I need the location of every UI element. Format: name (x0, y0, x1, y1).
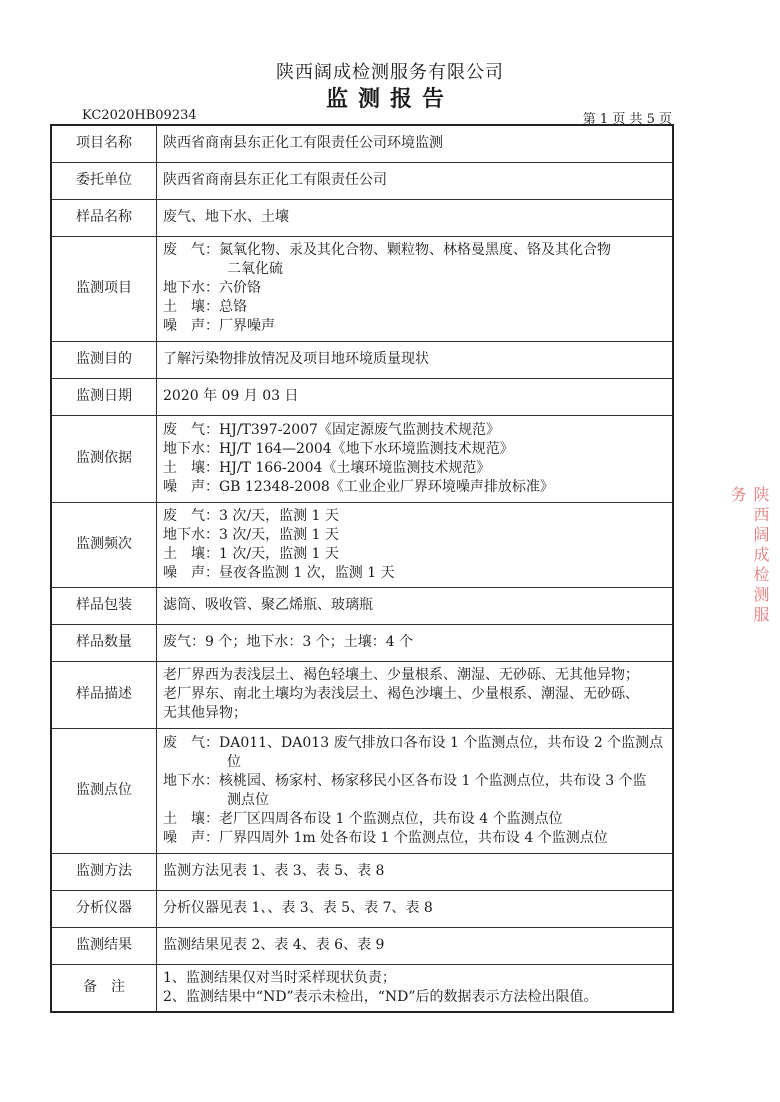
row-project-name (51, 125, 673, 162)
row-instrument (51, 890, 673, 927)
value-date: 2020 年 09 月 03 日 (157, 378, 674, 415)
row-method (51, 853, 673, 890)
label-method: 监测方法 (51, 853, 157, 890)
frequency-line: 地下水：3 次/天，监测 1 天 (163, 526, 339, 543)
value-basis (157, 415, 674, 502)
points-line: 废 气：DA011、DA013 废气排放口各布设 1 个监测点位，共布设 2 个监测点 (163, 734, 664, 751)
label-date: 监测日期 (51, 378, 157, 415)
value-remarks (157, 964, 674, 1012)
value-description (157, 661, 674, 728)
row-points (51, 728, 673, 853)
points-line: 测点位 (227, 791, 269, 808)
remarks-line: 2、监测结果中“ND”表示未检出，“ND”后的数据表示方法检出限值。 (163, 988, 598, 1005)
points-line: 位 (227, 753, 241, 770)
label-quantity: 样品数量 (51, 624, 157, 661)
page-number: 第 1 页 共 5 页 (582, 112, 672, 127)
report-title: 监测报告 (325, 86, 454, 112)
label-basis: 监测依据 (51, 415, 157, 502)
items-line: 噪 声：厂界噪声 (163, 318, 275, 334)
value-method: 监测方法见表 1、表 3、表 5、表 8 (157, 853, 674, 890)
row-description (51, 661, 673, 728)
value-client: 陕西省商南县东正化工有限责任公司 (157, 162, 674, 199)
points-line: 地下水：核桃园、杨家村、杨家移民小区各布设 1 个监测点位，共布设 3 个监 (163, 772, 647, 789)
frequency-line: 废 气：3 次/天，监测 1 天 (163, 507, 339, 524)
label-sample-name: 样品名称 (51, 199, 157, 236)
row-quantity (51, 624, 673, 661)
frequency-line: 土 壤：1 次/天，监测 1 天 (163, 545, 339, 562)
row-remarks (51, 964, 673, 1012)
items-line: 废 气：氮氧化物、汞及其化合物、颗粒物、林格曼黑度、铬及其化合物 (163, 242, 611, 258)
description-line: 无其他异物； (163, 705, 247, 721)
points-line: 噪 声：厂界四周外 1m 处各布设 1 个监测点位，共布设 4 个监测点位 (163, 829, 608, 846)
basis-line: 废 气：HJ/T397-2007《固定源废气监测技术规范》 (163, 421, 500, 438)
label-remarks: 备 注 (51, 964, 157, 1012)
row-basis (51, 415, 673, 502)
row-date (51, 378, 673, 415)
basis-line: 噪 声：GB 12348-2008《工业企业厂界环境噪声排放标准》 (163, 478, 554, 495)
frequency-line: 噪 声：昼夜各监测 1 次，监测 1 天 (163, 564, 395, 581)
label-result: 监测结果 (51, 927, 157, 964)
label-project-name: 项目名称 (51, 125, 157, 162)
row-frequency (51, 502, 673, 587)
row-purpose (51, 341, 673, 378)
value-frequency (157, 502, 674, 587)
items-line: 土 壤：总铬 (163, 299, 247, 315)
value-instrument: 分析仪器见表 1、、表 3、表 5、表 7、表 8 (157, 890, 674, 927)
value-sample-name: 废气、地下水、土壤 (157, 199, 674, 236)
basis-line: 土 壤：HJ/T 166-2004《土壤环境监测技术规范》 (163, 459, 491, 476)
row-result (51, 927, 673, 964)
company-name: 陕西阔成检测服务有限公司 (276, 62, 504, 83)
report-table (50, 124, 674, 1013)
label-description: 样品描述 (51, 661, 157, 728)
points-line: 土 壤：老厂区四周各布设 1 个监测点位，共布设 4 个监测点位 (163, 810, 563, 827)
document-number: KC2020HB09234 (82, 108, 197, 123)
label-items: 监测项目 (51, 236, 157, 341)
label-instrument: 分析仪器 (51, 890, 157, 927)
row-packaging (51, 587, 673, 624)
value-result: 监测结果见表 2、表 4、表 6、表 9 (157, 927, 674, 964)
label-points: 监测点位 (51, 728, 157, 853)
description-line: 老厂界西为表浅层土、褐色轻壤土、少量根系、潮湿、无砂砾、无其他异物； (163, 667, 639, 683)
label-purpose: 监测目的 (51, 341, 157, 378)
seal-stamp: 陕西阔成检测服务 (728, 486, 770, 626)
row-sample-name (51, 199, 673, 236)
value-packaging: 滤筒、吸收管、聚乙烯瓶、玻璃瓶 (157, 587, 674, 624)
remarks-line: 1、监测结果仅对当时采样现状负责； (163, 969, 396, 986)
value-quantity: 废气：9 个；地下水：3 个；土壤：4 个 (157, 624, 674, 661)
value-items (157, 236, 674, 341)
value-purpose: 了解污染物排放情况及项目地环境质量现状 (157, 341, 674, 378)
row-items (51, 236, 673, 341)
label-client: 委托单位 (51, 162, 157, 199)
basis-line: 地下水：HJ/T 164—2004《地下水环境监测技术规范》 (163, 440, 514, 457)
items-line: 地下水：六价铬 (163, 280, 261, 296)
label-frequency: 监测频次 (51, 502, 157, 587)
description-line: 老厂界东、南北土壤均为表浅层土、褐色沙壤土、少量根系、潮湿、无砂砾、 (163, 686, 639, 702)
row-client (51, 162, 673, 199)
value-points (157, 728, 674, 853)
items-line: 二氧化硫 (227, 261, 283, 277)
value-project-name: 陕西省商南县东正化工有限责任公司环境监测 (157, 125, 674, 162)
label-packaging: 样品包装 (51, 587, 157, 624)
